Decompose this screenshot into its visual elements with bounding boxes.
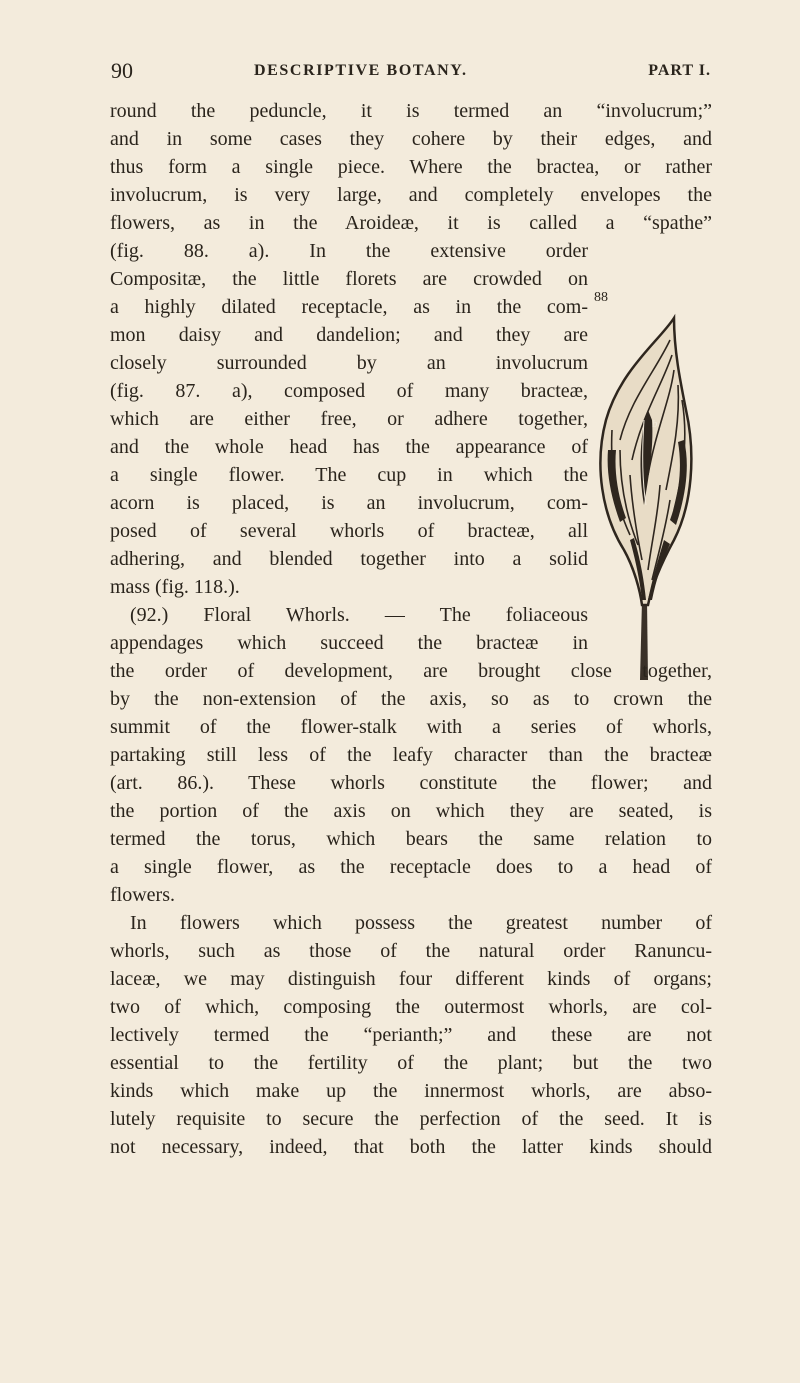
page-number: 90 xyxy=(111,58,133,83)
text-line: and in some cases they cohere by their edges, and xyxy=(110,128,712,150)
text-line: partaking still less of the leafy character than the bracteæ xyxy=(110,744,712,766)
text-line: flowers. xyxy=(110,884,175,906)
figure-number: 88 xyxy=(594,290,608,305)
text-line: mon daisy and dandelion; and they are xyxy=(110,324,588,346)
text-line: (fig. 87. a), composed of many bracteæ, xyxy=(110,380,588,402)
text-line: lutely requisite to secure the perfection of the seed. It is xyxy=(110,1108,712,1130)
text-line: two of which, composing the outermost whorls, are col- xyxy=(110,996,712,1018)
figure-88 xyxy=(590,290,702,680)
text-line: termed the torus, which bears the same relation to xyxy=(110,828,712,850)
text-line: whorls, such as those of the natural order Ranuncu- xyxy=(110,940,712,962)
section-heading-line: (92.) Floral Whorls. — The foliaceous xyxy=(130,604,588,626)
text-line: mass (fig. 118.). xyxy=(110,576,240,598)
text-line: summit of the flower-stalk with a series of whorls, xyxy=(110,716,712,738)
text-line: a highly dilated receptacle, as in the com- xyxy=(110,296,588,318)
text-line: kinds which make up the innermost whorls, are abso- xyxy=(110,1080,712,1102)
text-line: appendages which succeed the bracteæ in xyxy=(110,632,588,654)
text-line: round the peduncle, it is termed an “involucrum;” xyxy=(110,100,712,122)
running-header xyxy=(111,58,711,88)
text-line: Compositæ, the little florets are crowded on xyxy=(110,268,588,290)
running-title: DESCRIPTIVE BOTANY. xyxy=(254,62,468,79)
text-line: adhering, and blended together into a solid xyxy=(110,548,588,570)
text-line: and the whole head has the appearance of xyxy=(110,436,588,458)
text-line: posed of several whorls of bracteæ, all xyxy=(110,520,588,542)
text-line: (fig. 88. a). In the extensive order xyxy=(110,240,588,262)
text-line: which are either free, or adhere together, xyxy=(110,408,588,430)
text-line: (art. 86.). These whorls constitute the flower; and xyxy=(110,772,712,794)
part-label: PART I. xyxy=(648,62,711,79)
text-line: laceæ, we may distinguish four different kinds of organs; xyxy=(110,968,712,990)
text-line: acorn is placed, is an involucrum, com- xyxy=(110,492,588,514)
text-line: flowers, as in the Aroideæ, it is called a “spathe” xyxy=(110,212,712,234)
spathe-illustration-icon xyxy=(590,300,702,680)
text-line: the order of development, are brought close together, xyxy=(110,660,712,682)
text-line: thus form a single piece. Where the bractea, or rather xyxy=(110,156,712,178)
text-line: not necessary, indeed, that both the latter kinds should xyxy=(110,1136,712,1158)
figure-letter: b xyxy=(652,418,658,430)
text-line: In flowers which possess the greatest number of xyxy=(130,912,712,934)
text-line: lectively termed the “perianth;” and these are not xyxy=(110,1024,712,1046)
text-line: involucrum, is very large, and completely envelopes the xyxy=(110,184,712,206)
text-line: the portion of the axis on which they are seated, is xyxy=(110,800,712,822)
text-line: by the non-extension of the axis, so as to crown the xyxy=(110,688,712,710)
text-line: a single flower, as the receptacle does to a head of xyxy=(110,856,712,878)
text-line: closely surrounded by an involucrum xyxy=(110,352,588,374)
text-line: essential to the fertility of the plant; but the two xyxy=(110,1052,712,1074)
text-line: a single flower. The cup in which the xyxy=(110,464,588,486)
